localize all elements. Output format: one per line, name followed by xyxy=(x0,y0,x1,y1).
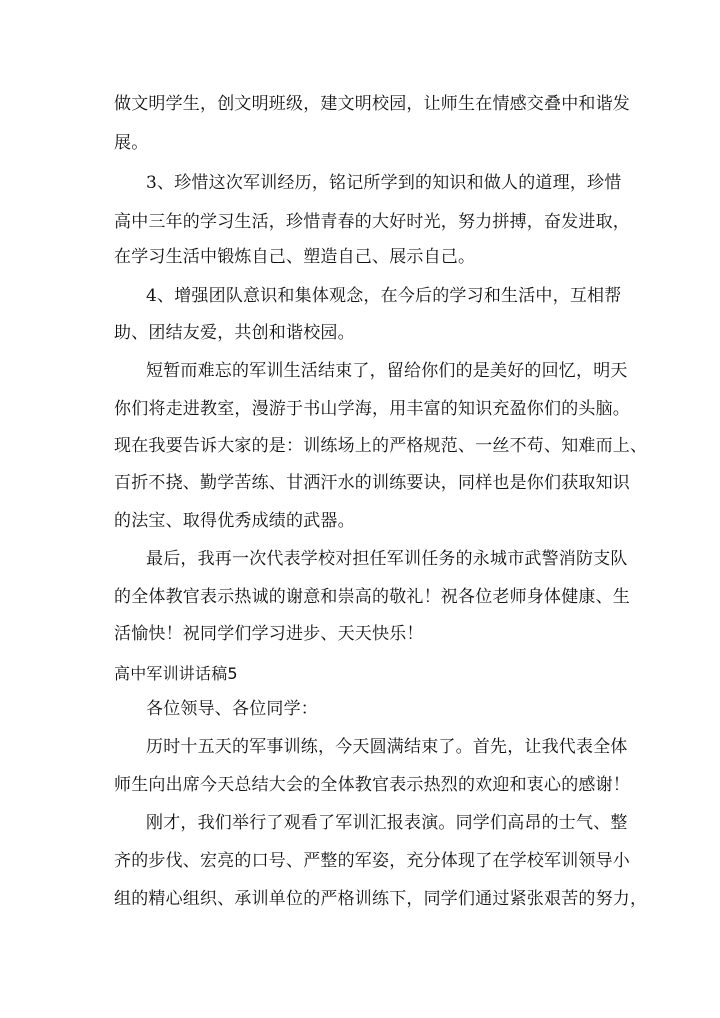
paragraph-line: 4、增强团队意识和集体观念，在今后的学习和生活中，互相帮 xyxy=(146,286,622,306)
paragraph-line: 刚才，我们举行了观看了军训汇报表演。同学们高昂的士气、整 xyxy=(146,813,628,833)
paragraph-line: 的全体教官表示热诚的谢意和崇高的敬礼！祝各位老师身体健康、生 xyxy=(114,587,630,607)
paragraph-line: 在学习生活中锻炼自己、塑造自己、展示自己。 xyxy=(114,247,476,267)
paragraph-line: 百折不挠、勤学苦练、甘洒汗水的训练要诀，同样也是你们获取知识 xyxy=(114,473,630,493)
paragraph-line: 活愉快！祝同学们学习进步、天天快乐！ xyxy=(114,624,424,644)
paragraph-line: 师生向出席今天总结大会的全体教官表示热烈的欢迎和衷心的感谢！ xyxy=(114,775,630,795)
paragraph-line: 齐的步伐、宏亮的口号、严整的军姿，充分体现了在学校军训领导小 xyxy=(114,851,630,871)
paragraph-line: 助、团结友爱，共创和谐校园。 xyxy=(114,323,355,343)
paragraph-line: 最后，我再一次代表学校对担任军训任务的永城市武警消防支队 xyxy=(146,549,628,569)
paragraph-line: 现在我要告诉大家的是：训练场上的严格规范、一丝不苟、知难而上、 xyxy=(114,436,648,456)
paragraph-line: 你们将走进教室，漫游于书山学海，用丰富的知识充盈你们的头脑。 xyxy=(114,399,630,419)
paragraph-line: 3、珍惜这次军训经历，铭记所学到的知识和做人的道理，珍惜 xyxy=(146,173,622,193)
paragraph-line: 历时十五天的军事训练，今天圆满结束了。首先，让我代表全体 xyxy=(146,737,628,757)
paragraph-line: 的法宝、取得优秀成绩的武器。 xyxy=(114,511,355,531)
paragraph-line: 短暂而难忘的军训生活结束了，留给你们的是美好的回忆，明天 xyxy=(146,361,628,381)
paragraph-line: 高中三年的学习生活，珍惜青春的大好时光，努力拼搏，奋发进取， xyxy=(114,212,630,232)
paragraph-line: 展。 xyxy=(114,133,149,153)
greeting-line: 各位领导、各位同学： xyxy=(146,699,318,719)
paragraph-line: 做文明学生，创文明班级，建文明校园，让师生在情感交叠中和谐发 xyxy=(114,94,630,114)
paragraph-line: 组的精心组织、承训单位的严格训练下，同学们通过紧张艰苦的努力， xyxy=(114,889,648,909)
section-heading: 高中军训讲话稿5 xyxy=(114,664,238,683)
